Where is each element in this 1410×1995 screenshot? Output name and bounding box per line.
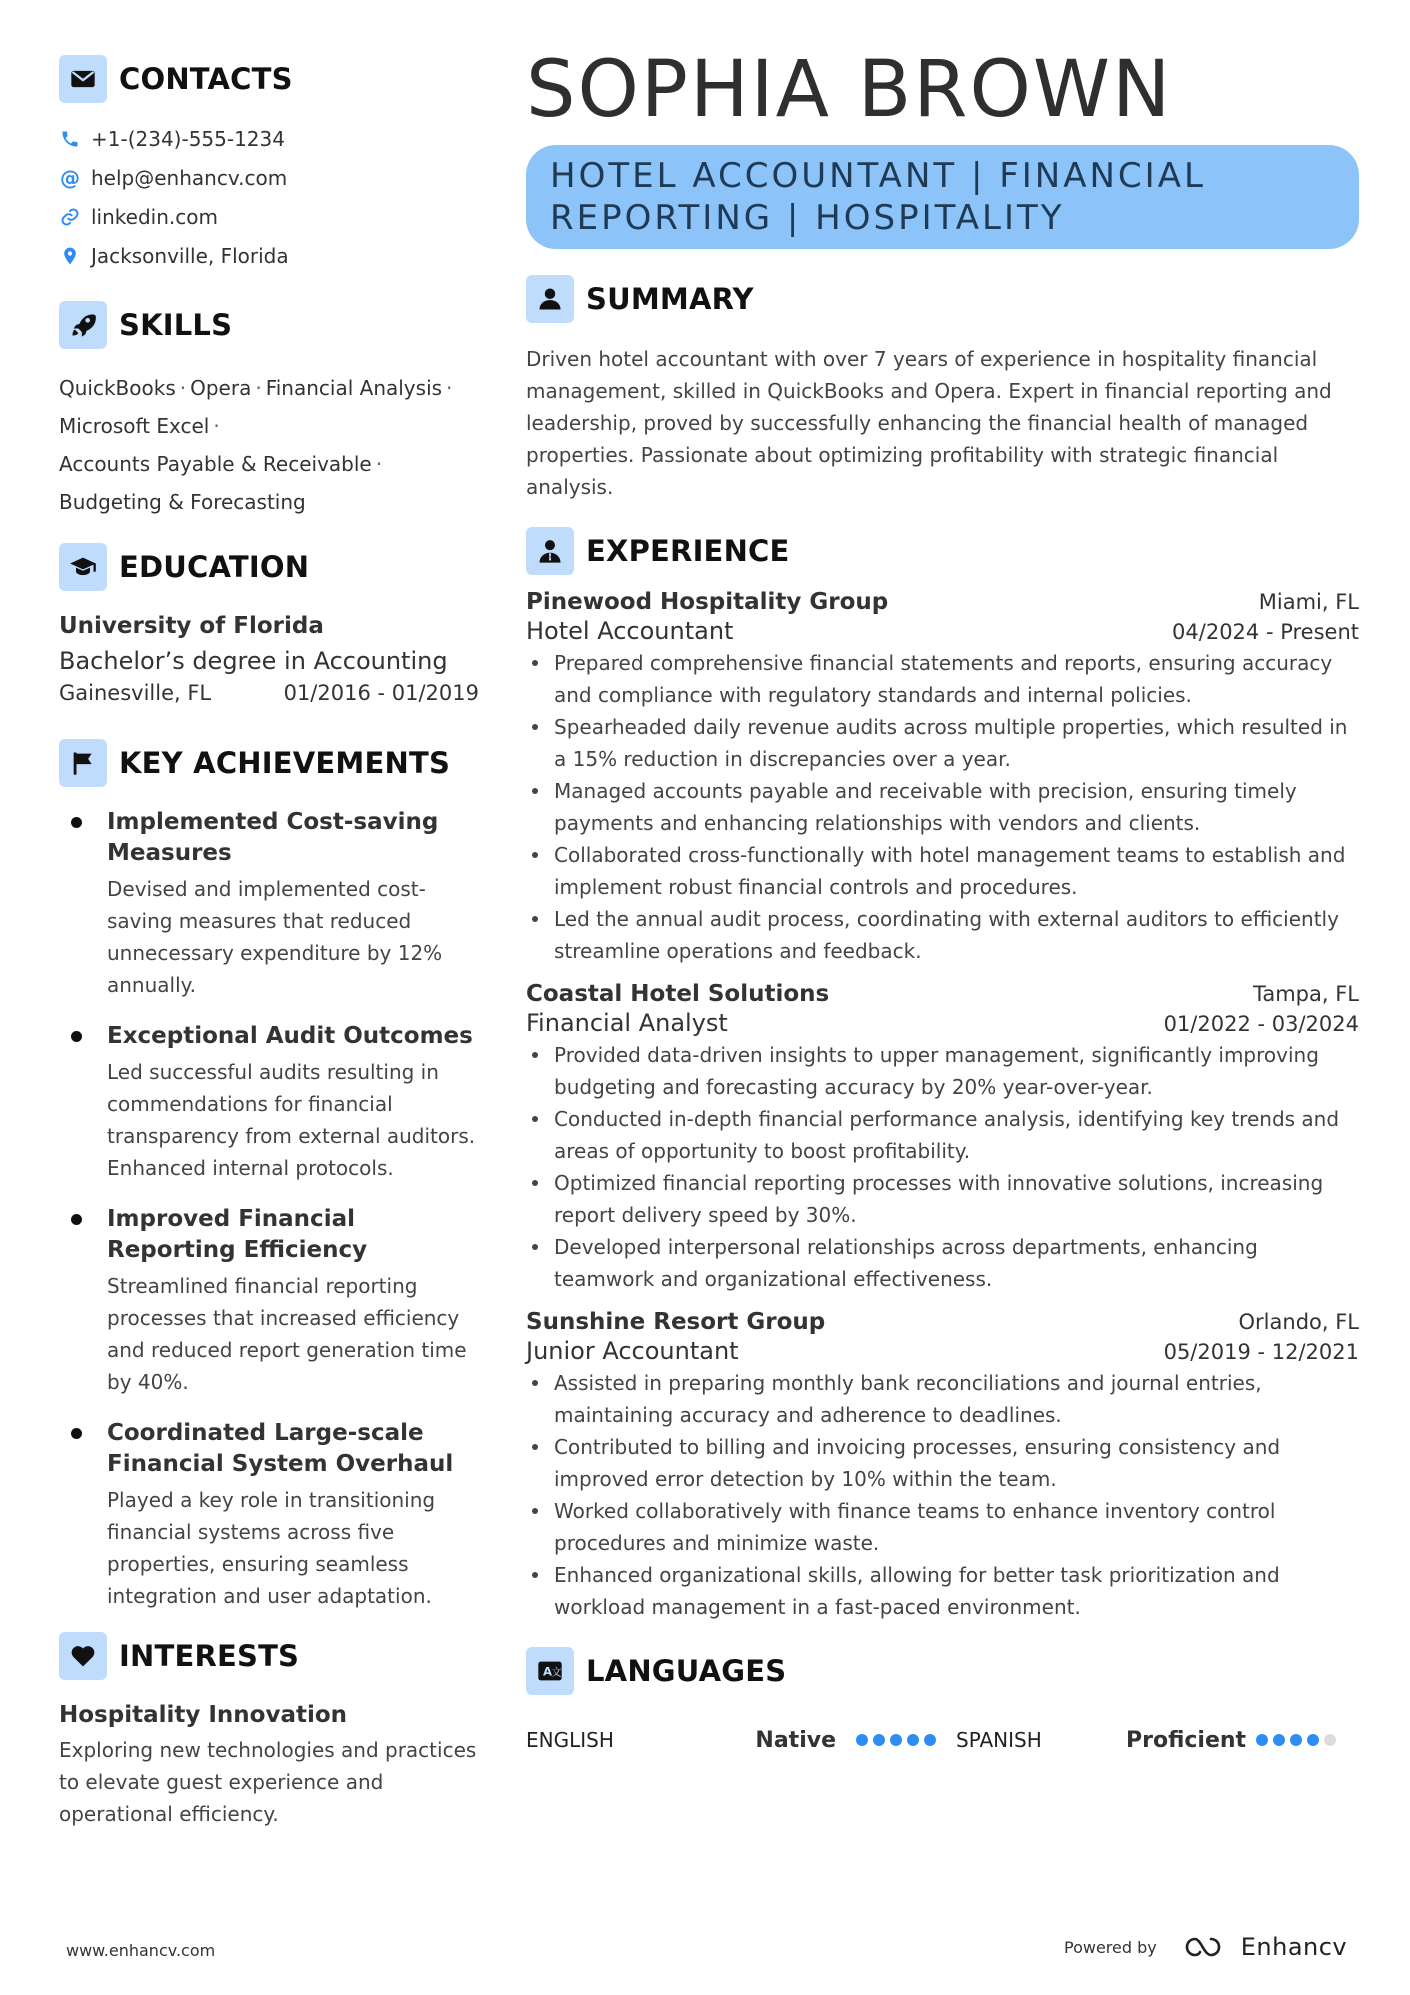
job-bullet: Developed interpersonal relationships across departments, enhancing teamwork and organizational effectiveness.: [526, 1231, 1359, 1295]
location-pin-icon: [59, 245, 81, 267]
skill-item: Opera: [190, 376, 252, 400]
job-dates: 04/2024 - Present: [1172, 620, 1359, 644]
enhancv-logo-icon: [1183, 1934, 1231, 1960]
job-bullet: Contributed to billing and invoicing processes, ensuring consistency and improved error detection by 10% within the team.: [526, 1431, 1359, 1495]
achievements-header: [59, 739, 479, 787]
languages-heading: LANGUAGES: [586, 1654, 787, 1688]
skill-item: Budgeting & Forecasting: [59, 490, 306, 514]
job-bullet: Led the annual audit process, coordinating with external auditors to efficiently streamline operations and feedback.: [526, 903, 1359, 967]
language-item: [956, 1728, 1359, 1753]
footer-website[interactable]: www.enhancv.com: [66, 1941, 216, 1960]
summary-text: Driven hotel accountant with over 7 years of experience in hospitality financial management, skilled in QuickBooks and Opera. Expert in financial reporting and leadership, proved by successfully enhancing the financial health of managed properties. Passionate about optimizing profitability with strategic financial analysis.: [526, 347, 1332, 499]
interests-heading: INTERESTS: [119, 1639, 300, 1673]
rocket-icon: [59, 301, 107, 349]
summary-heading: SUMMARY: [586, 282, 754, 316]
rating-dot-filled: [856, 1734, 868, 1746]
achievement-title: Implemented Cost-saving Measures: [107, 809, 439, 866]
envelope-icon: [59, 55, 107, 103]
at-icon: @: [60, 165, 80, 190]
person-icon: [526, 275, 574, 323]
job-entry: [526, 981, 1359, 1295]
job-entry: [526, 589, 1359, 967]
job-bullet: Prepared comprehensive financial statements and reports, ensuring accuracy and compliance with regulatory standards and internal policies.: [526, 647, 1359, 711]
education-heading: EDUCATION: [119, 550, 310, 584]
languages-header: [526, 1647, 1359, 1695]
footer-branding: [1064, 1933, 1347, 1961]
education-location: Gainesville, FL: [59, 681, 212, 705]
svg-text:文: 文: [551, 1666, 562, 1679]
contacts-list: [59, 119, 479, 275]
language-name: SPANISH: [956, 1728, 1042, 1752]
achievement-desc: Led successful audits resulting in commendations for financial transparency from external auditors. Enhanced internal protocols.: [107, 1060, 476, 1180]
contact-location: [59, 236, 479, 275]
contacts-heading: CONTACTS: [119, 62, 293, 96]
translate-icon: [526, 1647, 574, 1695]
skill-item: Financial Analysis: [265, 376, 443, 400]
education-school: University of Florida: [59, 613, 324, 639]
education-degree: Bachelor’s degree in Accounting: [59, 647, 448, 675]
interests-header: [59, 1632, 479, 1680]
rating-dot-filled: [907, 1734, 919, 1746]
achievement-title: Exceptional Audit Outcomes: [107, 1023, 473, 1049]
education-meta: [59, 681, 479, 705]
skill-item: Accounts Payable & Receivable: [59, 452, 372, 476]
job-company: Sunshine Resort Group: [526, 1309, 826, 1335]
interest-desc: Exploring new technologies and practices to elevate guest experience and operational efficiency.: [59, 1738, 477, 1826]
rating-dot-filled: [1307, 1734, 1319, 1746]
achievement-desc: Streamlined financial reporting processes that increased efficiency and reduced report generation time by 40%.: [107, 1274, 467, 1394]
brand-name[interactable]: Enhancv: [1240, 1933, 1348, 1961]
candidate-title: HOTEL ACCOUNTANT | FINANCIAL REPORTING | HOSPITALITY: [526, 145, 1359, 249]
skills-list: QuickBooks · Opera · Financial Analysis · Microsoft Excel · Accounts Payable & Receivable · Budgeting & Forecasting: [59, 376, 453, 514]
right-column: [526, 45, 1359, 1755]
achievement-item: [59, 807, 479, 1001]
left-column: [59, 55, 479, 1830]
briefcase-person-icon: [526, 527, 574, 575]
job-bullet: Worked collaboratively with finance teams to enhance inventory control procedures and minimize waste.: [526, 1495, 1359, 1559]
contacts-header: [59, 55, 479, 103]
bullet-dot: [71, 1214, 82, 1225]
language-item: [526, 1728, 956, 1753]
linkedin-text[interactable]: linkedin.com: [91, 204, 218, 229]
rating-dot-filled: [1256, 1734, 1268, 1746]
job-bullet: Managed accounts payable and receivable with precision, ensuring timely payments and enhancing relationships with vendors and clients.: [526, 775, 1359, 839]
job-role: Hotel Accountant: [526, 617, 734, 645]
language-level: Proficient: [1126, 1727, 1247, 1753]
achievement-item: [59, 1021, 479, 1184]
job-entry: [526, 1309, 1359, 1623]
job-location: Miami, FL: [1258, 590, 1359, 614]
language-name: ENGLISH: [526, 1728, 614, 1752]
language-rating: [856, 1734, 941, 1746]
svg-text:A: A: [543, 1664, 553, 1679]
rating-dot-filled: [873, 1734, 885, 1746]
job-role: Financial Analyst: [526, 1009, 728, 1037]
skills-heading: SKILLS: [119, 308, 233, 342]
languages-list: [526, 1725, 1359, 1755]
experience-header: [526, 527, 1359, 575]
job-bullet: Enhanced organizational skills, allowing for better task prioritization and workload management in a fast-paced environment.: [526, 1559, 1359, 1623]
flag-icon: [59, 739, 107, 787]
rating-dot-filled: [1273, 1734, 1285, 1746]
link-icon: [59, 206, 81, 228]
rating-dot-filled: [924, 1734, 936, 1746]
contact-linkedin: [59, 197, 479, 236]
achievement-title: Improved Financial Reporting Efficiency: [107, 1206, 368, 1263]
job-company: Pinewood Hospitality Group: [526, 589, 889, 615]
achievement-desc: Devised and implemented cost-saving measures that reduced unnecessary expenditure by 12% annually.: [107, 877, 443, 997]
job-role: Junior Accountant: [526, 1337, 739, 1365]
job-bullet: Assisted in preparing monthly bank reconciliations and journal entries, maintaining accuracy and adherence to deadlines.: [526, 1367, 1359, 1431]
experience-heading: EXPERIENCE: [586, 534, 790, 568]
phone-icon: [59, 128, 81, 150]
achievement-desc: Played a key role in transitioning financial systems across five properties, ensuring seamless integration and user adaptation.: [107, 1488, 436, 1608]
bullet-dot: [71, 1031, 82, 1042]
skill-item: Microsoft Excel: [59, 414, 210, 438]
job-bullet: Spearheaded daily revenue audits across multiple properties, which resulted in a 15% reduction in discrepancies over a year.: [526, 711, 1359, 775]
language-rating: [1256, 1734, 1341, 1746]
contact-phone: [59, 119, 479, 158]
job-bullet: Collaborated cross-functionally with hotel management teams to establish and implement robust financial controls and procedures.: [526, 839, 1359, 903]
education-header: [59, 543, 479, 591]
interest-title: Hospitality Innovation: [59, 1702, 348, 1728]
bullet-dot: [71, 1428, 82, 1439]
education-dates: 01/2016 - 01/2019: [283, 681, 479, 705]
phone-text[interactable]: +1-(234)-555-1234: [91, 126, 285, 151]
bullet-dot: [71, 817, 82, 828]
rating-dot-filled: [890, 1734, 902, 1746]
summary-header: [526, 275, 1359, 323]
email-text[interactable]: help@enhancv.com: [91, 165, 288, 190]
skill-item: QuickBooks: [59, 376, 176, 400]
powered-by-text: Powered by: [1064, 1937, 1157, 1957]
rating-dot-filled: [1290, 1734, 1302, 1746]
heart-icon: [59, 1632, 107, 1680]
achievement-item: [59, 1204, 479, 1398]
job-company: Coastal Hotel Solutions: [526, 981, 830, 1007]
language-level: Native: [755, 1727, 836, 1753]
job-location: Orlando, FL: [1238, 1310, 1359, 1334]
job-bullet: Optimized financial reporting processes with innovative solutions, increasing report delivery speed by 30%.: [526, 1167, 1359, 1231]
job-bullet: Conducted in-depth financial performance analysis, identifying key trends and areas of opportunity to boost profitability.: [526, 1103, 1359, 1167]
graduation-cap-icon: [59, 543, 107, 591]
achievement-item: [59, 1418, 479, 1612]
rating-dot-empty: [1324, 1734, 1336, 1746]
location-text: Jacksonville, Florida: [91, 243, 289, 268]
achievements-heading: KEY ACHIEVEMENTS: [119, 746, 451, 780]
contact-email: [59, 158, 479, 197]
achievements-list: [59, 807, 479, 1612]
candidate-name: SOPHIA BROWN: [526, 45, 1173, 135]
job-bullet: Provided data-driven insights to upper management, significantly improving budgeting and forecasting accuracy by 20% year-over-year.: [526, 1039, 1359, 1103]
skills-header: [59, 301, 479, 349]
job-dates: 05/2019 - 12/2021: [1163, 1340, 1359, 1364]
job-location: Tampa, FL: [1252, 982, 1359, 1006]
achievement-title: Coordinated Large-scale Financial System Overhaul: [107, 1420, 454, 1477]
job-dates: 01/2022 - 03/2024: [1163, 1012, 1359, 1036]
